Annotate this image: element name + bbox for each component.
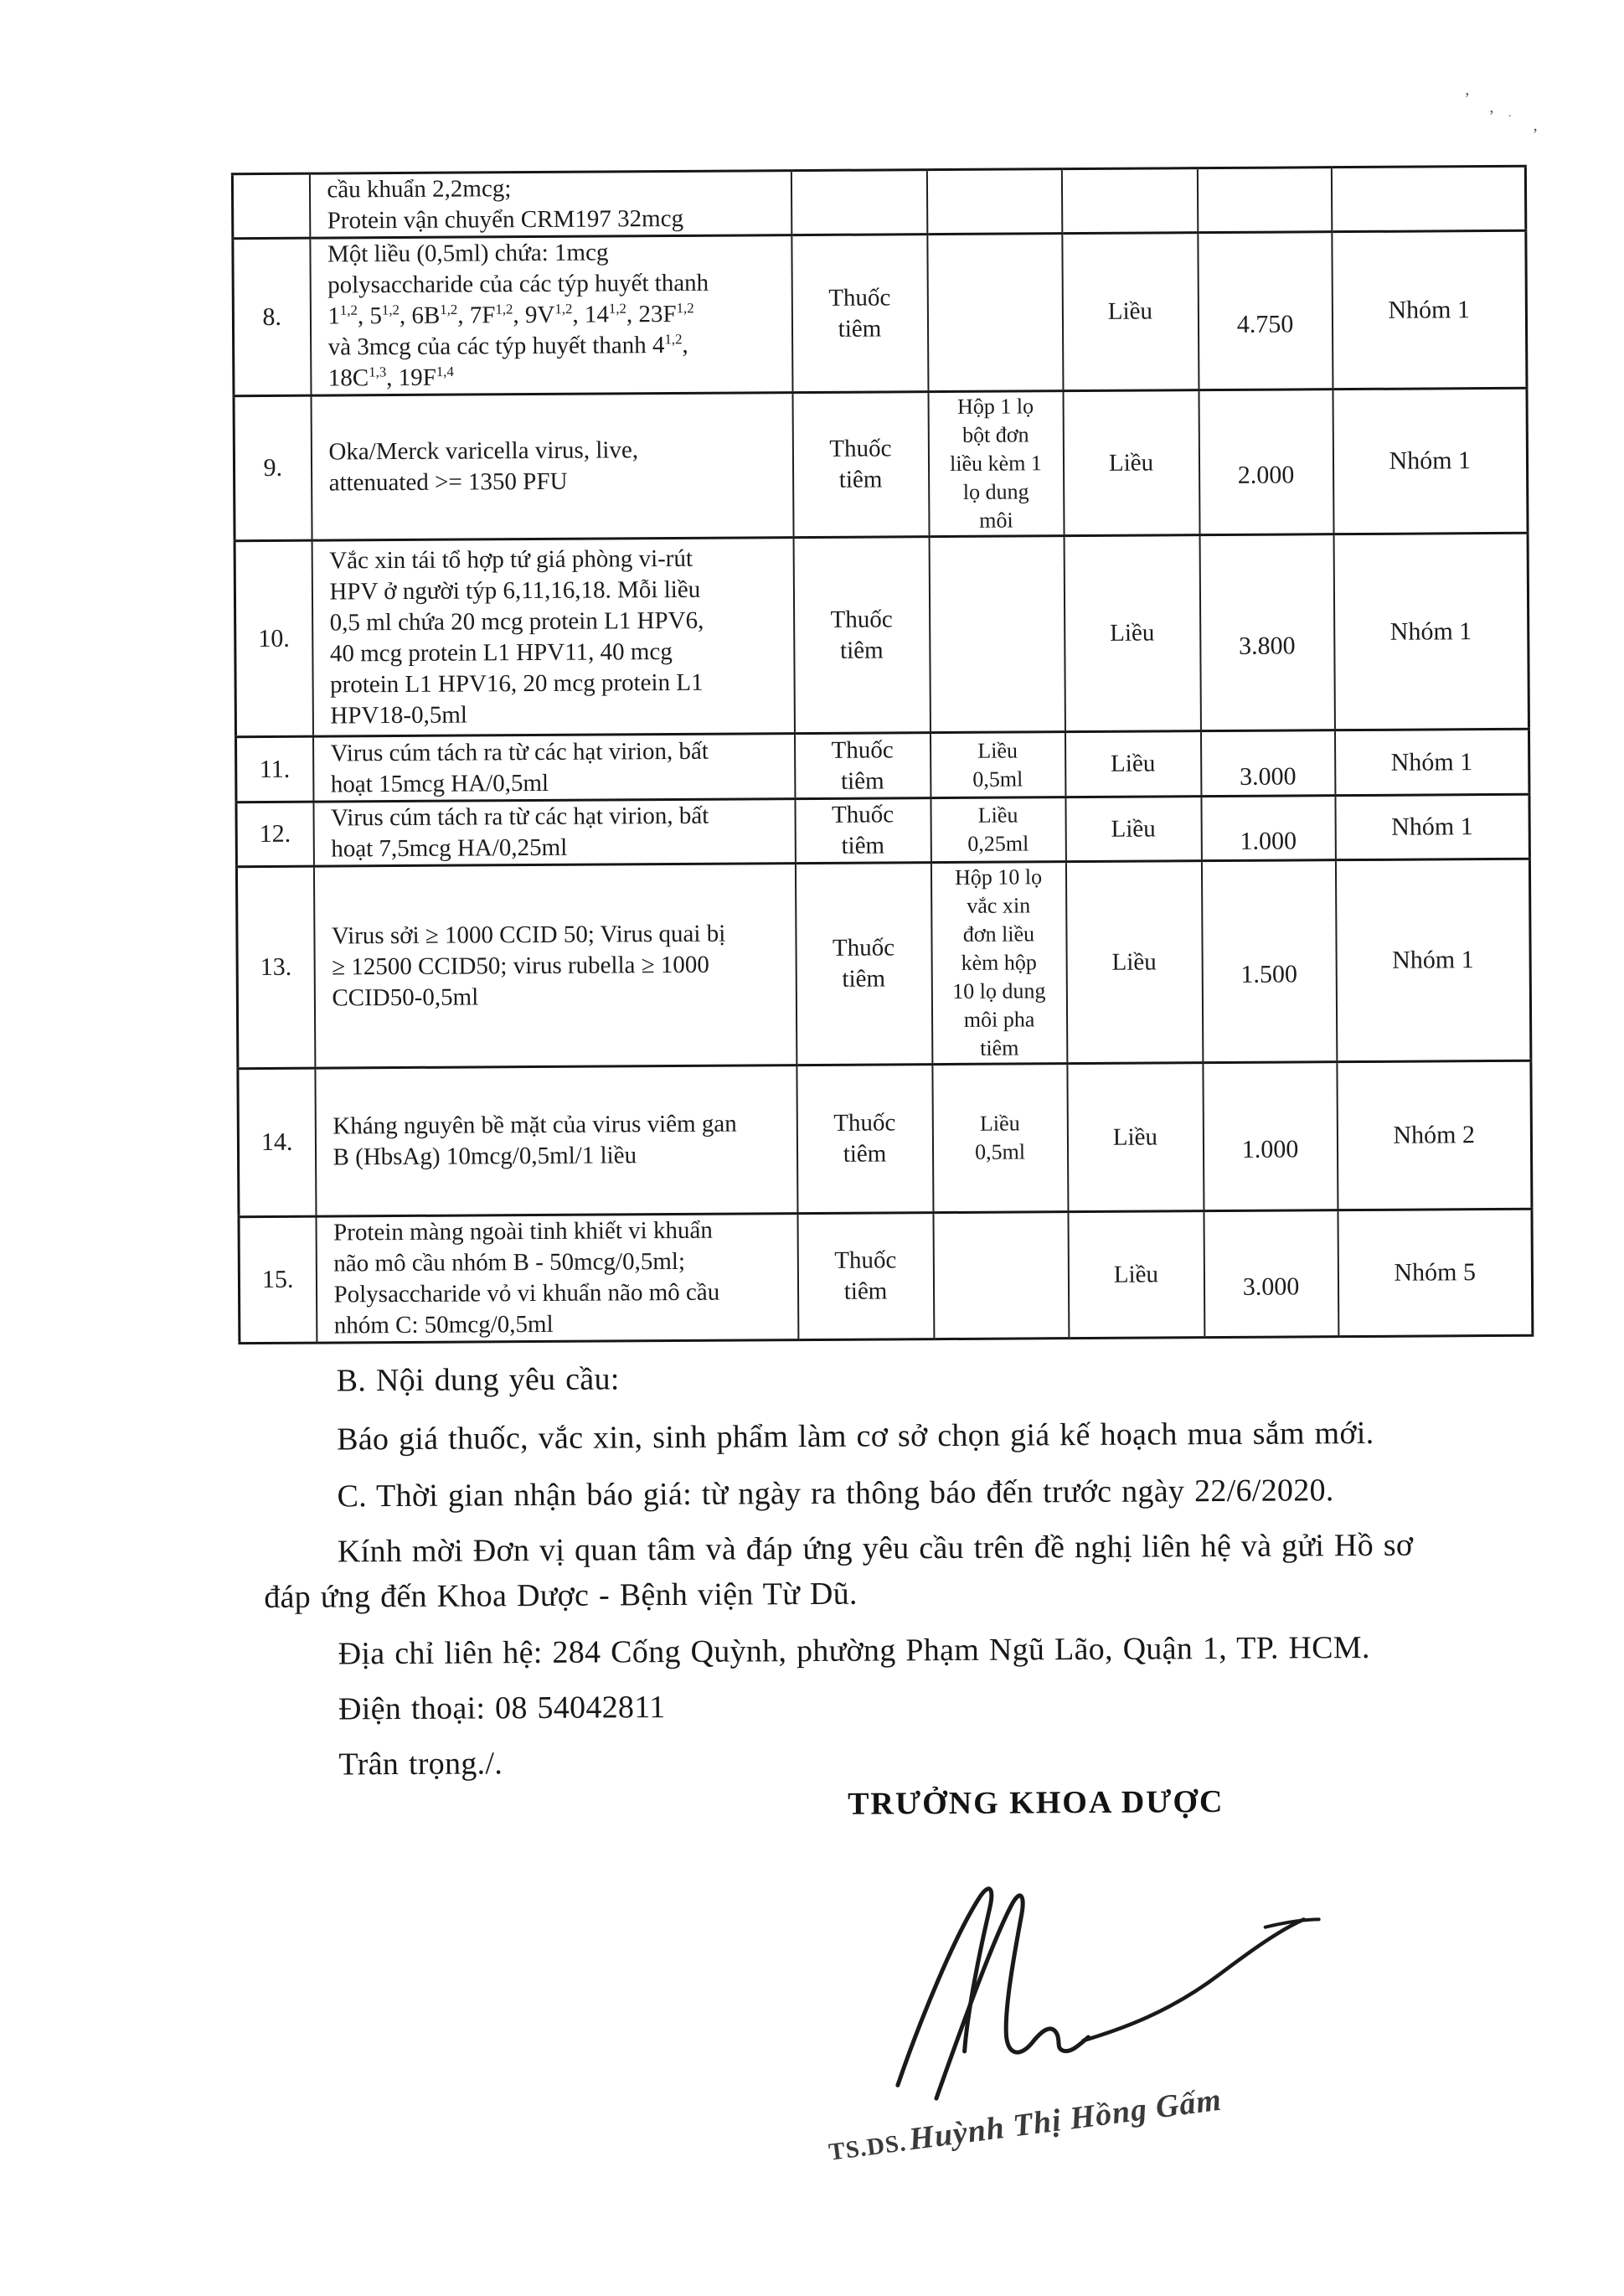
row-number-cell-text: 9. (263, 453, 283, 482)
description-cell-line: Kháng nguyên bề mặt của virus viêm gan (333, 1110, 737, 1140)
quantity-cell-text: 1.000 (1240, 827, 1297, 855)
scan-speck: ’ (1464, 90, 1471, 109)
description-cell-line: Oka/Merck varicella virus, live, (328, 436, 639, 466)
description-cell-line: Virus cúm tách ra từ các hạt virion, bất (330, 802, 709, 832)
unit-cell (1064, 535, 1200, 732)
group-cell (1333, 388, 1528, 534)
group-cell (1333, 533, 1529, 730)
table-row-9 (234, 388, 1528, 540)
group-cell-text: Nhóm 1 (1389, 446, 1472, 475)
quantity-cell-text: 3.800 (1238, 631, 1296, 660)
packaging-cell-line: 0,25ml (967, 831, 1029, 856)
group-cell-text: Nhóm 1 (1390, 747, 1473, 777)
unit-cell (1063, 390, 1199, 536)
packaging-cell-line: bột đơn (962, 422, 1029, 447)
unit-cell-text: Liều (1107, 297, 1153, 325)
packaging-cell-line: Liều (979, 1111, 1020, 1136)
dosage-form-cell (797, 1213, 934, 1340)
dosage-form-cell-line: Thuốc (832, 934, 895, 962)
description-cell-line: Protein màng ngoài tinh khiết vi khuẩn (333, 1216, 713, 1246)
group-cell-text: Nhóm 1 (1392, 946, 1474, 974)
description-cell-line: $18C^{1,3}$, $19F^{1,4}$ (327, 363, 454, 392)
description-cell-line: Virus sởi ≥ 1000 CCID 50; Virus quai bị (331, 920, 726, 949)
packaging-cell-line: tiêm (980, 1035, 1019, 1060)
unit-cell (1065, 731, 1200, 797)
unit-cell-text: Liều (1113, 1260, 1159, 1288)
row-number-cell (236, 802, 313, 867)
quantity-cell-text: 3.000 (1239, 761, 1297, 791)
signer-title: TRƯỞNG KHOA DƯỢC (848, 1784, 1224, 1822)
description-cell-line: protein L1 HPV16, 20 mcg protein L1 (330, 668, 704, 699)
description-cell-line: ≥ 12500 CCID50; virus rubella ≥ 1000 (332, 951, 709, 980)
packaging-cell-line: Hộp 10 lọ (954, 864, 1043, 890)
unit-cell (1065, 861, 1202, 1064)
dosage-form-cell-line: tiêm (841, 832, 885, 859)
quantity-cell (1199, 390, 1333, 535)
description-cell-line: hoạt 7,5mcg HA/0,25ml (331, 833, 568, 863)
dosage-form-cell-line: Thuốc (833, 1109, 896, 1137)
table-row-8 (233, 230, 1527, 395)
scan-speck: , (1533, 116, 1538, 135)
packaging-cell-line: đơn liều (962, 921, 1035, 947)
invitation-line-2: đáp ứng đến Khoa Dược - Bệnh viện Từ Dũ. (264, 1576, 858, 1616)
group-cell-text: Nhóm 1 (1389, 617, 1472, 646)
vaccine-price-table (231, 165, 1534, 1344)
group-cell (1332, 230, 1527, 389)
quantity-cell (1199, 534, 1334, 731)
description-cell (311, 393, 793, 541)
description-cell (313, 799, 795, 867)
unit-cell (1068, 1211, 1204, 1339)
description-cell (312, 538, 794, 737)
row-number-cell (232, 173, 309, 239)
quantity-cell (1203, 1062, 1338, 1211)
packaging-cell (929, 536, 1065, 733)
packaging-cell-line: vắc xin (967, 893, 1031, 918)
row-number-cell (235, 736, 312, 802)
quantity-cell-text: 3.000 (1242, 1272, 1300, 1301)
stamp-signer-name: Huỳnh Thị Hồng Gấm (906, 2082, 1224, 2158)
description-cell (309, 171, 791, 239)
packaging-cell (926, 169, 1061, 235)
packaging-cell (928, 391, 1064, 537)
dosage-form-cell-line: tiêm (842, 965, 886, 993)
dosage-form-cell-line: Thuốc (830, 605, 893, 633)
dosage-form-cell (791, 235, 928, 393)
unit-cell-text: Liều (1111, 750, 1156, 777)
packaging-cell-line: Liều (977, 802, 1018, 828)
closing-line: Trân trọng./. (338, 1746, 503, 1783)
unit-cell (1065, 797, 1201, 862)
packaging-cell (933, 1212, 1069, 1339)
row-number-cell (236, 866, 314, 1069)
row-number-cell (233, 238, 311, 396)
section-c-text: C. Thời gian nhận báo giá: từ ngày ra thông báo đến trước ngày 22/6/2020. (337, 1473, 1334, 1514)
quantity-cell (1198, 232, 1333, 390)
table-row-continued (232, 166, 1525, 238)
packaging-cell-line: kèm hộp (961, 950, 1037, 975)
dosage-form-cell (797, 1065, 933, 1214)
table-row-12 (236, 794, 1529, 866)
packaging-cell-line: 10 lọ dung (952, 978, 1046, 1004)
description-cell-line: Virus cúm tách ra từ các hạt virion, bất (330, 737, 709, 766)
scan-speck: · (1508, 110, 1513, 123)
description-cell-line: attenuated >= 1350 PFU (328, 467, 568, 497)
description-cell-line: não mô cầu nhóm B - 50mcg/0,5ml; (333, 1247, 686, 1277)
dosage-form-cell (795, 863, 931, 1065)
group-cell-text: Nhóm 1 (1391, 813, 1473, 841)
packaging-cell (927, 234, 1063, 392)
packaging-cell-line: 0,5ml (974, 1139, 1026, 1164)
table-row-13 (236, 859, 1530, 1068)
description-cell-line: CCID50-0,5ml (332, 983, 479, 1011)
quantity-cell (1197, 168, 1331, 233)
unit-cell-text: Liều (1108, 448, 1154, 477)
description-cell-line: 1$^{1,2}$, 5$^{1,2}$, $6B^{1,2}$, $7F^{1,2}$, $9V^{1,2}$, 14$^{1,2}$, $23F^{1,2}$ (327, 300, 694, 330)
quantity-cell (1204, 1210, 1338, 1338)
unit-cell (1067, 1063, 1204, 1212)
row-number-cell-text: 15. (261, 1265, 294, 1294)
dosage-form-cell-line: Thuốc (828, 283, 891, 312)
quantity-cell-text: 1.500 (1240, 960, 1298, 988)
quantity-cell-text: 2.000 (1237, 461, 1295, 489)
dosage-form-cell-line: tiêm (839, 636, 884, 664)
description-cell (313, 864, 796, 1069)
row-number-cell-text: 13. (260, 952, 292, 982)
row-number-cell (238, 1068, 316, 1217)
dosage-form-cell-line: tiêm (840, 766, 884, 795)
quantity-cell-text: 4.750 (1236, 309, 1294, 338)
table-row-10 (235, 533, 1529, 736)
description-cell (316, 1214, 798, 1344)
dosage-form-cell-line: tiêm (843, 1140, 887, 1168)
dosage-form-cell (794, 733, 930, 799)
dosage-form-cell (792, 392, 929, 538)
packaging-cell-line: 0,5ml (972, 766, 1023, 792)
group-cell-text: Nhóm 1 (1388, 295, 1471, 324)
table-row-14 (238, 1060, 1532, 1216)
unit-cell (1062, 233, 1199, 391)
quantity-cell (1200, 730, 1334, 797)
packaging-cell (932, 1064, 1068, 1213)
description-cell-line: HPV18-0,5ml (330, 701, 467, 730)
description-cell-line: Vắc xin tái tổ hợp tứ giá phòng vi-rút (329, 544, 693, 575)
table-row-11 (235, 729, 1529, 802)
packaging-cell-line: liều kèm 1 (950, 451, 1042, 476)
unit-cell-text: Liều (1111, 947, 1157, 976)
dosage-form-cell-line: tiêm (838, 466, 883, 493)
packaging-cell (930, 732, 1065, 798)
contact-phone: Điện thoại: 08 54042811 (338, 1690, 666, 1727)
table-row-15 (239, 1209, 1533, 1343)
group-cell-text: Nhóm 2 (1393, 1121, 1476, 1149)
group-cell (1337, 1060, 1532, 1210)
dosage-form-cell-line: tiêm (843, 1277, 888, 1305)
section-b-heading: B. Nội dung yêu cầu: (336, 1361, 620, 1399)
row-number-cell (239, 1216, 317, 1344)
quantity-cell (1201, 796, 1335, 861)
group-cell (1331, 166, 1525, 231)
description-cell-line: cầu khuẩn 2,2mcg; (327, 175, 512, 204)
description-cell-line: HPV ở người týp 6,11,16,18. Mỗi liều (329, 575, 701, 606)
description-cell-line: Một liều (0,5ml) chứa: 1mcg (327, 239, 609, 268)
handwritten-signature (871, 1871, 1342, 2125)
quantity-cell-text: 1.000 (1241, 1135, 1299, 1163)
row-number-cell-text: 12. (259, 819, 291, 849)
section-b-text: Báo giá thuốc, vắc xin, sinh phẩm làm cơ sở chọn giá kế hoạch mua sắm mới. (336, 1415, 1374, 1458)
packaging-cell-line: môi pha (963, 1007, 1035, 1032)
unit-cell-text: Liều (1111, 814, 1156, 843)
description-cell-line: Protein vận chuyển CRM197 32mcg (327, 204, 684, 235)
dosage-form-cell-line: Thuốc (831, 735, 894, 764)
packaging-cell-line: Hộp 1 lọ (957, 394, 1034, 419)
description-cell-line: polysaccharide của các týp huyết thanh (327, 269, 709, 299)
dosage-form-cell-line: Thuốc (829, 435, 892, 462)
contact-address: Địa chỉ liên hệ: 284 Cống Quỳnh, phường Phạm Ngũ Lão, Quận 1, TP. HCM. (338, 1629, 1370, 1672)
dosage-form-cell-line: tiêm (838, 314, 882, 343)
description-cell-line: 0,5 ml chứa 20 mcg protein L1 HPV6, (329, 606, 704, 637)
group-cell (1335, 859, 1530, 1061)
group-cell (1338, 1209, 1533, 1336)
unit-cell (1061, 168, 1197, 234)
row-number-cell-text: 14. (260, 1127, 293, 1157)
row-number-cell-text: 11. (259, 755, 291, 783)
group-cell (1334, 729, 1529, 795)
unit-cell-text: Liều (1110, 619, 1155, 647)
dosage-form-cell-line: Thuốc (831, 801, 894, 828)
packaging-cell (931, 862, 1066, 1065)
description-cell-line: hoạt 15mcg HA/0,5ml (330, 769, 549, 797)
dosage-form-cell-line: Thuốc (834, 1246, 897, 1274)
description-cell-line: nhóm C: 50mcg/0,5ml (333, 1310, 554, 1339)
packaging-cell-line: Liều (977, 737, 1018, 763)
group-cell (1335, 794, 1529, 859)
description-cell (315, 1065, 797, 1217)
group-cell-text: Nhóm 5 (1394, 1258, 1477, 1287)
packaging-cell-line: lọ dung (962, 479, 1029, 504)
description-cell-line: B (HbsAg) 10mcg/0,5ml/1 liều (333, 1142, 637, 1171)
row-number-cell (234, 395, 312, 541)
stamp-title-prefix: TS.DS. (827, 2129, 909, 2166)
quantity-cell (1201, 860, 1336, 1063)
scan-speck: , (1489, 98, 1494, 117)
unit-cell-text: Liều (1112, 1122, 1158, 1151)
packaging-cell (931, 797, 1065, 863)
row-number-cell-text: 10. (258, 624, 290, 653)
description-cell-line: Polysaccharide vỏ vi khuẩn não mô cầu (333, 1278, 720, 1308)
dosage-form-cell (791, 170, 926, 235)
dosage-form-cell (795, 798, 931, 864)
invitation-line-1: Kính mời Đơn vị quan tâm và đáp ứng yêu cầu trên đề nghị liên hệ và gửi Hồ sơ (337, 1527, 1414, 1570)
description-cell-line: và 3mcg của các týp huyết thanh 4$^{1,2}$, (327, 331, 688, 361)
row-number-cell-text: 8. (262, 302, 282, 331)
packaging-cell-line: môi (979, 508, 1013, 533)
description-cell-line: 40 mcg protein L1 HPV11, 40 mcg (329, 637, 673, 668)
description-cell (310, 235, 792, 396)
dosage-form-cell (793, 537, 930, 734)
row-number-cell (235, 540, 312, 737)
description-cell (312, 734, 794, 802)
